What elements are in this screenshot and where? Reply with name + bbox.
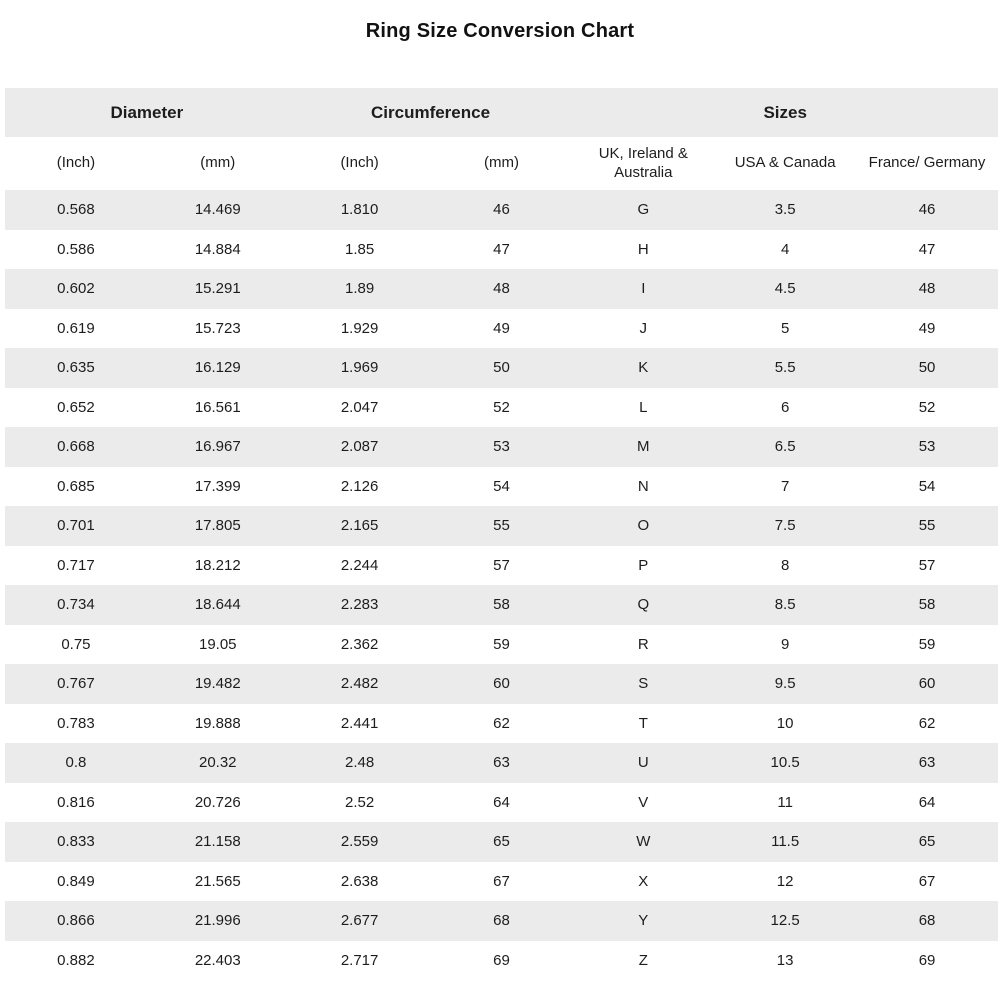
table-cell-uk-ireland-australia: M bbox=[572, 427, 714, 467]
table-cell-diameter-mm: 15.291 bbox=[147, 269, 289, 309]
table-row bbox=[5, 269, 998, 309]
table-cell-france-germany: 63 bbox=[856, 743, 998, 783]
table-cell-diameter-inch: 0.701 bbox=[5, 506, 147, 546]
table-cell-diameter-mm: 21.158 bbox=[147, 822, 289, 862]
table-row bbox=[5, 427, 998, 467]
table-cell-diameter-inch: 0.849 bbox=[57, 872, 95, 890]
table-cell-circumference-mm: 57 bbox=[493, 556, 510, 574]
table-row bbox=[5, 388, 998, 428]
table-cell-france-germany: 52 bbox=[918, 398, 936, 416]
table-cell-diameter-inch: 0.568 bbox=[5, 190, 147, 230]
table-cell-diameter-mm: 20.726 bbox=[194, 793, 241, 811]
table-cell-circumference-mm: 48 bbox=[431, 269, 573, 309]
table-row bbox=[5, 230, 998, 270]
table-cell-circumference-mm: 69 bbox=[493, 951, 510, 969]
table-cell-diameter-mm: 18.212 bbox=[194, 556, 241, 574]
table-cell-diameter-mm: 20.32 bbox=[147, 743, 289, 783]
table-cell-circumference-mm: 64 bbox=[493, 793, 510, 811]
table-cell-usa-canada: 6.5 bbox=[714, 427, 856, 467]
table-cell-france-germany: 69 bbox=[918, 951, 936, 969]
group-header-circumference: Circumference bbox=[289, 88, 573, 137]
table-cell-uk-ireland-australia: J bbox=[639, 319, 648, 337]
column-header-france-germany: France/ Germany bbox=[856, 137, 998, 190]
table-row bbox=[5, 862, 998, 902]
table-cell-diameter-mm: 19.482 bbox=[147, 664, 289, 704]
table-cell-usa-canada: 10 bbox=[776, 714, 794, 732]
table-cell-diameter-inch: 0.734 bbox=[5, 585, 147, 625]
table-cell-uk-ireland-australia: Q bbox=[572, 585, 714, 625]
table-cell-diameter-mm: 19.05 bbox=[198, 635, 237, 653]
table-cell-circumference-inch: 2.559 bbox=[289, 822, 431, 862]
table-cell-uk-ireland-australia: S bbox=[572, 664, 714, 704]
table-cell-circumference-inch: 2.244 bbox=[340, 556, 379, 574]
table-cell-circumference-mm: 65 bbox=[431, 822, 573, 862]
table-header bbox=[5, 88, 998, 190]
table-cell-france-germany: 59 bbox=[918, 635, 936, 653]
table-cell-diameter-inch: 0.783 bbox=[57, 714, 95, 732]
ring-size-conversion-table bbox=[5, 88, 998, 980]
table-cell-usa-canada: 3.5 bbox=[714, 190, 856, 230]
table-cell-diameter-mm: 16.967 bbox=[147, 427, 289, 467]
table-cell-usa-canada: 6 bbox=[780, 398, 790, 416]
table-cell-diameter-inch: 0.635 bbox=[5, 348, 147, 388]
table-cell-france-germany: 54 bbox=[918, 477, 936, 495]
table-cell-usa-canada: 10.5 bbox=[714, 743, 856, 783]
table-cell-diameter-inch: 0.882 bbox=[57, 951, 95, 969]
table-cell-uk-ireland-australia: R bbox=[637, 635, 649, 653]
table-cell-uk-ireland-australia: O bbox=[572, 506, 714, 546]
table-row bbox=[5, 704, 998, 744]
table-cell-diameter-inch: 0.833 bbox=[5, 822, 147, 862]
table-cell-circumference-mm: 68 bbox=[431, 901, 573, 941]
table-cell-circumference-mm: 50 bbox=[431, 348, 573, 388]
table-row bbox=[5, 822, 998, 862]
table-row bbox=[5, 901, 998, 941]
table-cell-usa-canada: 8.5 bbox=[714, 585, 856, 625]
table-cell-uk-ireland-australia: I bbox=[572, 269, 714, 309]
table-cell-usa-canada: 5 bbox=[780, 319, 790, 337]
table-cell-circumference-inch: 1.969 bbox=[289, 348, 431, 388]
table-cell-france-germany: 53 bbox=[856, 427, 998, 467]
table-cell-diameter-mm: 15.723 bbox=[194, 319, 241, 337]
table-cell-usa-canada: 8 bbox=[780, 556, 790, 574]
table-cell-france-germany: 48 bbox=[856, 269, 998, 309]
table-cell-circumference-mm: 47 bbox=[493, 240, 510, 258]
table-cell-france-germany: 60 bbox=[856, 664, 998, 704]
table-cell-uk-ireland-australia: Y bbox=[572, 901, 714, 941]
table-cell-diameter-inch: 0.652 bbox=[57, 398, 95, 416]
table-row bbox=[5, 467, 998, 507]
table-cell-uk-ireland-australia: G bbox=[572, 190, 714, 230]
table-cell-usa-canada: 5.5 bbox=[714, 348, 856, 388]
column-header-row bbox=[5, 137, 998, 190]
table-cell-circumference-inch: 2.126 bbox=[340, 477, 379, 495]
table-cell-circumference-mm: 58 bbox=[431, 585, 573, 625]
table-cell-diameter-inch: 0.816 bbox=[57, 793, 95, 811]
table-cell-uk-ireland-australia: H bbox=[637, 240, 649, 258]
table-cell-diameter-mm: 21.996 bbox=[147, 901, 289, 941]
table-cell-diameter-mm: 18.644 bbox=[147, 585, 289, 625]
table-cell-circumference-mm: 63 bbox=[431, 743, 573, 783]
column-header-uk-ireland-australia: UK, Ireland & Australia bbox=[572, 137, 714, 190]
table-cell-usa-canada: 7 bbox=[780, 477, 790, 495]
table-cell-circumference-mm: 59 bbox=[493, 635, 510, 653]
table-cell-usa-canada: 12 bbox=[776, 872, 794, 890]
table-cell-circumference-inch: 2.48 bbox=[289, 743, 431, 783]
table-cell-diameter-mm: 14.469 bbox=[147, 190, 289, 230]
table-cell-france-germany: 65 bbox=[856, 822, 998, 862]
table-cell-diameter-inch: 0.586 bbox=[57, 240, 95, 258]
table-body bbox=[5, 190, 998, 980]
table-row bbox=[5, 625, 998, 665]
table-cell-uk-ireland-australia: U bbox=[572, 743, 714, 783]
table-cell-circumference-inch: 1.810 bbox=[289, 190, 431, 230]
table-row bbox=[5, 585, 998, 625]
table-cell-circumference-mm: 52 bbox=[493, 398, 510, 416]
table-cell-usa-canada: 4.5 bbox=[714, 269, 856, 309]
table-cell-circumference-mm: 60 bbox=[431, 664, 573, 704]
table-cell-circumference-inch: 2.441 bbox=[340, 714, 379, 732]
table-cell-usa-canada: 13 bbox=[776, 951, 794, 969]
table-cell-usa-canada: 9.5 bbox=[714, 664, 856, 704]
table-cell-circumference-inch: 2.638 bbox=[340, 872, 379, 890]
table-cell-circumference-mm: 49 bbox=[493, 319, 510, 337]
table-cell-diameter-inch: 0.75 bbox=[61, 635, 91, 653]
table-cell-circumference-inch: 2.165 bbox=[289, 506, 431, 546]
column-header-circumference-mm: (mm) bbox=[431, 137, 573, 190]
table-cell-circumference-inch: 2.362 bbox=[340, 635, 379, 653]
table-cell-france-germany: 47 bbox=[918, 240, 936, 258]
table-cell-france-germany: 55 bbox=[856, 506, 998, 546]
table-cell-diameter-inch: 0.668 bbox=[5, 427, 147, 467]
table-cell-circumference-mm: 46 bbox=[431, 190, 573, 230]
table-cell-circumference-inch: 2.047 bbox=[340, 398, 379, 416]
table-cell-france-germany: 62 bbox=[918, 714, 936, 732]
table-cell-circumference-inch: 2.283 bbox=[289, 585, 431, 625]
table-cell-uk-ireland-australia: T bbox=[638, 714, 648, 732]
table-cell-uk-ireland-australia: N bbox=[637, 477, 649, 495]
table-row bbox=[5, 664, 998, 704]
table-cell-uk-ireland-australia: V bbox=[638, 793, 649, 811]
table-cell-uk-ireland-australia: P bbox=[638, 556, 649, 574]
table-cell-diameter-inch: 0.866 bbox=[5, 901, 147, 941]
table-row bbox=[5, 546, 998, 586]
table-row bbox=[5, 783, 998, 823]
table-cell-france-germany: 50 bbox=[856, 348, 998, 388]
table-cell-circumference-inch: 2.677 bbox=[289, 901, 431, 941]
table-cell-diameter-mm: 16.129 bbox=[147, 348, 289, 388]
table-cell-usa-canada: 9 bbox=[780, 635, 790, 653]
table-cell-uk-ireland-australia: L bbox=[639, 398, 648, 416]
table-cell-france-germany: 49 bbox=[918, 319, 936, 337]
column-header-diameter-mm: (mm) bbox=[147, 137, 289, 190]
table-cell-circumference-mm: 67 bbox=[493, 872, 510, 890]
table-row bbox=[5, 309, 998, 349]
table-cell-diameter-mm: 22.403 bbox=[194, 951, 241, 969]
table-cell-uk-ireland-australia: Z bbox=[638, 951, 648, 969]
table-row bbox=[5, 506, 998, 546]
table-cell-diameter-mm: 17.399 bbox=[194, 477, 241, 495]
group-header-sizes: Sizes bbox=[572, 88, 998, 137]
column-header-circumference-inch: (Inch) bbox=[289, 137, 431, 190]
table-cell-france-germany: 64 bbox=[918, 793, 936, 811]
table-cell-circumference-inch: 2.482 bbox=[289, 664, 431, 704]
table-cell-usa-canada: 11.5 bbox=[714, 822, 856, 862]
table-cell-france-germany: 46 bbox=[856, 190, 998, 230]
table-cell-diameter-mm: 14.884 bbox=[194, 240, 241, 258]
table-cell-circumference-mm: 62 bbox=[493, 714, 510, 732]
table-row bbox=[5, 348, 998, 388]
table-cell-uk-ireland-australia: K bbox=[572, 348, 714, 388]
table-cell-france-germany: 57 bbox=[918, 556, 936, 574]
table-cell-diameter-inch: 0.717 bbox=[57, 556, 95, 574]
table-cell-diameter-mm: 21.565 bbox=[194, 872, 241, 890]
table-cell-circumference-inch: 1.85 bbox=[345, 240, 375, 258]
table-cell-circumference-mm: 54 bbox=[493, 477, 510, 495]
group-header-diameter: Diameter bbox=[5, 88, 289, 137]
table-cell-circumference-inch: 2.717 bbox=[340, 951, 379, 969]
group-header-row bbox=[5, 88, 998, 137]
table-cell-diameter-inch: 0.602 bbox=[5, 269, 147, 309]
table-row bbox=[5, 190, 998, 230]
table-cell-circumference-inch: 1.929 bbox=[340, 319, 379, 337]
table-cell-france-germany: 68 bbox=[856, 901, 998, 941]
table-cell-diameter-inch: 0.767 bbox=[5, 664, 147, 704]
table-cell-france-germany: 67 bbox=[918, 872, 936, 890]
table-row bbox=[5, 743, 998, 783]
table-cell-circumference-inch: 2.087 bbox=[289, 427, 431, 467]
table-cell-diameter-mm: 17.805 bbox=[147, 506, 289, 546]
table-cell-diameter-inch: 0.8 bbox=[5, 743, 147, 783]
table-cell-uk-ireland-australia: X bbox=[638, 872, 649, 890]
table-cell-france-germany: 58 bbox=[856, 585, 998, 625]
table-cell-diameter-inch: 0.619 bbox=[57, 319, 95, 337]
table-row bbox=[5, 941, 998, 981]
table-cell-diameter-mm: 16.561 bbox=[194, 398, 241, 416]
table-cell-circumference-mm: 53 bbox=[431, 427, 573, 467]
page-title: Ring Size Conversion Chart bbox=[365, 20, 635, 42]
table-cell-circumference-inch: 2.52 bbox=[345, 793, 375, 811]
table-cell-diameter-mm: 19.888 bbox=[194, 714, 241, 732]
table-cell-usa-canada: 11 bbox=[777, 793, 793, 811]
table-cell-diameter-inch: 0.685 bbox=[57, 477, 95, 495]
table-cell-usa-canada: 12.5 bbox=[714, 901, 856, 941]
table-cell-usa-canada: 4 bbox=[780, 240, 790, 258]
table-cell-circumference-mm: 55 bbox=[431, 506, 573, 546]
table-cell-uk-ireland-australia: W bbox=[572, 822, 714, 862]
column-header-usa-canada: USA & Canada bbox=[714, 137, 856, 190]
column-header-diameter-inch: (Inch) bbox=[5, 137, 147, 190]
table-cell-circumference-inch: 1.89 bbox=[289, 269, 431, 309]
table-cell-usa-canada: 7.5 bbox=[714, 506, 856, 546]
